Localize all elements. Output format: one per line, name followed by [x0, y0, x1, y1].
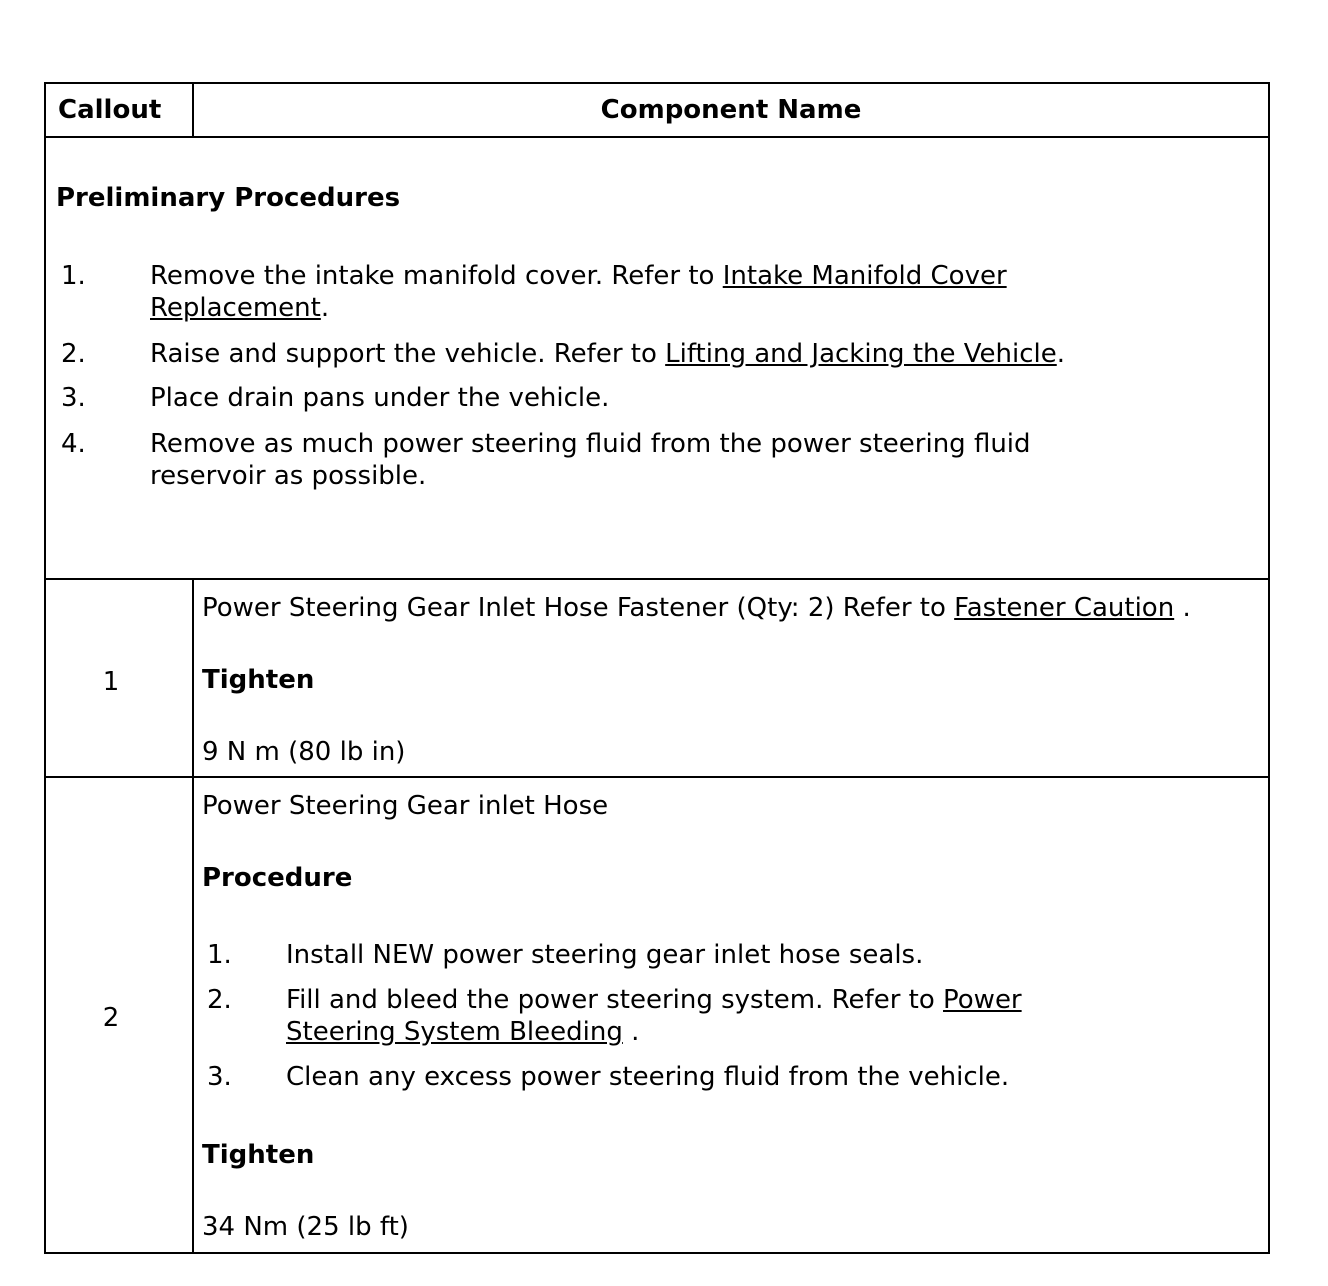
- step-text-continued: reservoir as possible.: [150, 461, 427, 491]
- intake-manifold-cover-link-continued[interactable]: Replacement: [150, 293, 321, 323]
- preliminary-divider: [46, 578, 1268, 580]
- step-number: 3.: [61, 383, 86, 413]
- step-number: 4.: [61, 429, 86, 459]
- step-text-part: .: [1056, 339, 1066, 369]
- step-text: Place drain pans under the vehicle.: [150, 383, 610, 413]
- step-text: Remove as much power steering fluid from the power steering fluid: [150, 429, 1031, 459]
- callout-number: 1: [102, 667, 120, 697]
- step-text-continued: [150, 292, 329, 324]
- step-text-part: Fill and bleed the power steering system. Refer to: [286, 985, 944, 1015]
- callout-number: 2: [102, 1003, 120, 1033]
- procedure-label: Procedure: [202, 863, 353, 893]
- header-divider: [46, 136, 1268, 138]
- component-name: [202, 592, 1191, 624]
- tighten-label: Tighten: [202, 1140, 315, 1170]
- callout-header: Callout: [58, 95, 162, 125]
- step-number: 2.: [61, 339, 86, 369]
- power-steering-bleeding-link[interactable]: Power: [943, 985, 1022, 1015]
- lifting-and-jacking-link[interactable]: Lifting and Jacking the Vehicle: [665, 339, 1057, 369]
- step-text-part: Raise and support the vehicle. Refer to: [150, 339, 666, 369]
- step-text-part: .: [320, 293, 330, 323]
- tighten-label: Tighten: [202, 665, 315, 695]
- row-divider: [46, 776, 1268, 778]
- torque-value: 9 N m (80 lb in): [202, 737, 406, 767]
- fastener-caution-link[interactable]: Fastener Caution: [954, 593, 1175, 623]
- step-text: Install NEW power steering gear inlet hose seals.: [286, 940, 924, 970]
- step-number: 2.: [207, 985, 232, 1015]
- step-text-part: Remove the intake manifold cover. Refer to: [150, 261, 723, 291]
- component-name-text: .: [1174, 593, 1191, 623]
- step-number: 3.: [207, 1062, 232, 1092]
- torque-value: 34 Nm (25 lb ft): [202, 1212, 409, 1242]
- step-text: Clean any excess power steering fluid from the vehicle.: [286, 1062, 1010, 1092]
- step-text-continued: [286, 1016, 639, 1048]
- component-name-header: Component Name: [600, 95, 862, 125]
- step-text: [150, 338, 1065, 370]
- step-number: 1.: [61, 261, 86, 291]
- power-steering-bleeding-link-continued[interactable]: Steering System Bleeding: [286, 1017, 623, 1047]
- intake-manifold-cover-link[interactable]: Intake Manifold Cover: [722, 261, 1007, 291]
- step-text-part: .: [622, 1017, 640, 1047]
- preliminary-title: Preliminary Procedures: [56, 183, 401, 213]
- step-text: [286, 984, 1022, 1016]
- component-name-text: Power Steering Gear Inlet Hose Fastener (Qty: 2) Refer to: [202, 593, 955, 623]
- procedure-table: [44, 82, 1270, 1254]
- step-number: 1.: [207, 940, 232, 970]
- step-text: [150, 260, 1007, 292]
- component-name: Power Steering Gear inlet Hose: [202, 791, 609, 821]
- body-column-divider: [192, 578, 194, 1252]
